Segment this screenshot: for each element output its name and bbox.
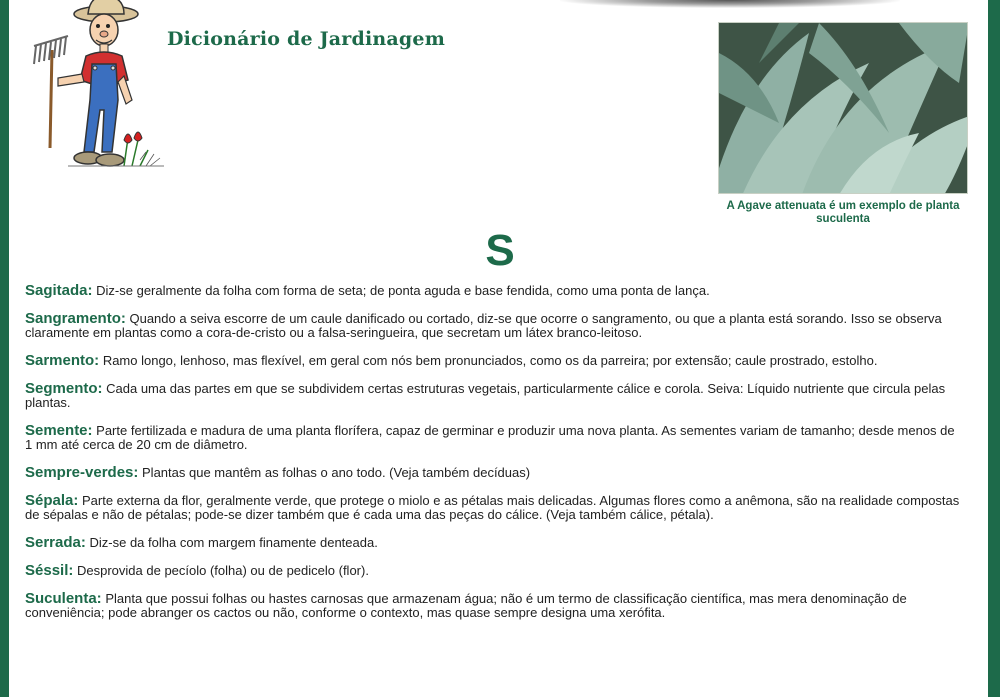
- entry-term: Sagitada:: [25, 282, 93, 299]
- glossary-entry: [25, 494, 965, 522]
- glossary-entry: [25, 382, 965, 410]
- gardener-icon: [28, 0, 168, 172]
- gardener-illustration: [28, 0, 168, 172]
- entry-term: Sempre-verdes:: [25, 464, 139, 481]
- entry-term: Segmento:: [25, 380, 103, 397]
- entry-definition: Parte fertilizada e madura de uma planta florífera, capaz de germinar e produzir uma nova planta. As sementes variam de tamanho; desde menos de 1 mm até cerca de 20 cm de diâmetro.: [25, 423, 955, 452]
- entry-definition: Diz-se geralmente da folha com forma de seta; de ponta aguda e base fendida, como uma ponta de lança.: [96, 283, 710, 298]
- agave-leaves-icon: [719, 23, 968, 194]
- glossary-entry: [25, 354, 965, 368]
- top-shadow-decoration: [560, 0, 900, 8]
- entry-definition: Plantas que mantêm as folhas o ano todo. (Veja também decíduas): [142, 465, 531, 480]
- glossary-entries: [25, 284, 965, 634]
- entry-term: Séssil:: [25, 562, 74, 579]
- entry-definition: Parte externa da flor, geralmente verde, que protege o miolo e as pétalas mais delicadas. Algumas flores como a anêmona, são na realidade compostas de sépalas e não de pétalas; pode-se dizer também que é cada uma das peças do cálice. (Veja também cálice, pétala).: [25, 493, 960, 522]
- glossary-entry: [25, 424, 965, 452]
- glossary-entry: [25, 536, 965, 550]
- glossary-entry: [25, 284, 965, 298]
- entry-definition: Planta que possui folhas ou hastes carnosas que armazenam água; não é um termo de classificação científica, mas mera denominação de conveniência; pode abranger os cactos ou não, conforme o contexto, mas quase sempre designa uma xerófita.: [25, 591, 907, 620]
- right-frame-border: [988, 0, 1000, 697]
- entry-definition: Diz-se da folha com margem finamente denteada.: [89, 535, 378, 550]
- entry-definition: Desprovida de pecíolo (folha) ou de pedicelo (flor).: [77, 563, 369, 578]
- page-title: Dicionário de Jardinagem: [167, 28, 445, 50]
- entry-definition: Ramo longo, lenhoso, mas flexível, em geral com nós bem pronunciados, como os da parreira; por extensão; caule prostrado, estolho.: [102, 353, 878, 368]
- glossary-entry: [25, 592, 965, 620]
- glossary-entry: [25, 466, 965, 480]
- entry-term: Sangramento:: [25, 310, 126, 327]
- entry-term: Suculenta:: [25, 590, 102, 607]
- entry-term: Serrada:: [25, 534, 86, 551]
- entry-definition: Cada uma das partes em que se subdividem certas estruturas vegetais, particularmente cálice e corola. Seiva: Líquido nutriente que circula pelas plantas.: [25, 381, 946, 410]
- glossary-entry: [25, 312, 965, 340]
- entry-term: Semente:: [25, 422, 93, 439]
- agave-photo: [718, 22, 968, 194]
- image-caption: A Agave attenuata é um exemplo de planta suculenta: [726, 200, 960, 225]
- entry-term: Sépala:: [25, 492, 79, 509]
- left-frame-border: [0, 0, 9, 697]
- entry-term: Sarmento:: [25, 352, 100, 369]
- entry-definition: Quando a seiva escorre de um caule danificado ou cortado, diz-se que ocorre o sangramento, ou que a planta está sorando. Isso se observa claramente em plantas como a cora-de-cristo ou a falsa-seringueira, que secretam um látex branco-leitoso.: [25, 311, 942, 340]
- glossary-entry: [25, 564, 965, 578]
- section-letter: S: [485, 226, 515, 275]
